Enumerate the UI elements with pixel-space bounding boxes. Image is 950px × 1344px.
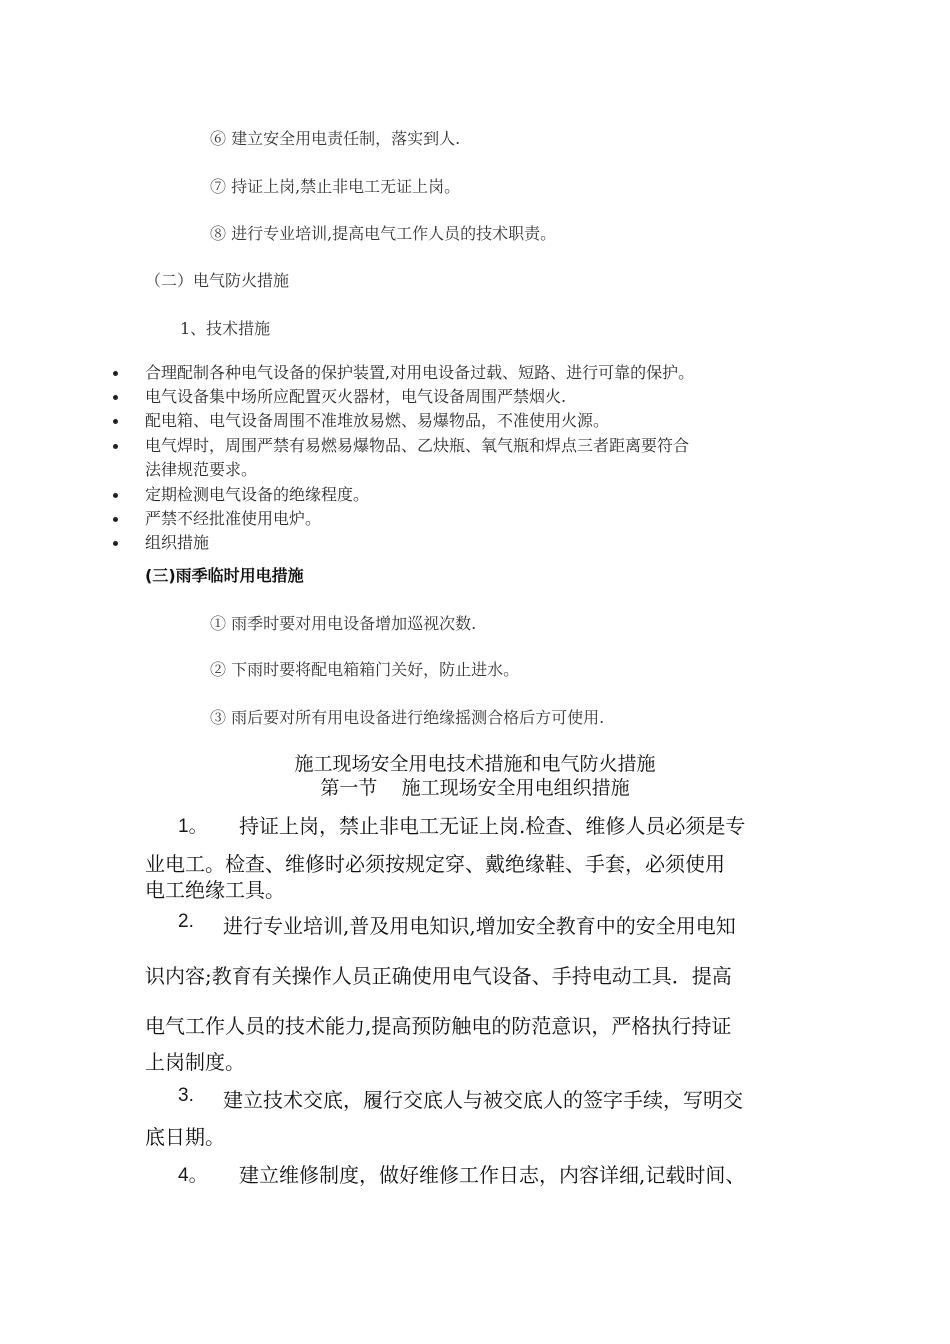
numbered-item: ① 雨季时要对用电设备增加巡视次数. [210, 614, 477, 633]
paragraph-line: 业电工。检查、维修时必须按规定穿、戴绝缘鞋、手套，必须使用 [145, 852, 725, 876]
list-item: 配电箱、电气设备周围不准堆放易燃、易爆物品，不准使用火源。 [145, 411, 610, 430]
subsection-heading: 1、技术措施 [180, 319, 271, 338]
list-item: 电气设备集中场所应配置灭火器材，电气设备周围严禁烟火. [145, 387, 567, 406]
bullet-dot [113, 493, 118, 498]
bullet-dot [113, 541, 118, 546]
document-title: 施工现场安全用电技术措施和电气防火措施 [294, 753, 656, 775]
paragraph-line: 持证上岗，禁止非电工无证上岗.检查、维修人员必须是专 [239, 814, 746, 838]
bullet-dot [113, 371, 118, 376]
numbered-item: ② 下雨时要将配电箱箱门关好，防止进水。 [210, 660, 520, 679]
paragraph-line: 电工绝缘工具。 [145, 878, 285, 902]
numbered-item: ⑥ 建立安全用电责任制，落实到人. [210, 129, 461, 148]
list-item: 严禁不经批准使用电炉。 [145, 509, 322, 528]
numbered-item: ⑦ 持证上岗,禁止非电工无证上岗。 [210, 177, 461, 196]
section-title: 第一节 施工现场安全用电组织措施 [320, 777, 630, 799]
bullet-dot [113, 517, 118, 522]
paragraph-line: 上岗制度。 [145, 1050, 245, 1074]
list-item: 电气焊时，周围严禁有易燃易爆物品、乙炔瓶、氧气瓶和焊点三者距离要符合 [145, 436, 690, 455]
paragraph-line: 建立维修制度，做好维修工作日志，内容详细,记载时间、 [239, 1163, 746, 1187]
paragraph-number: 3. [178, 1085, 194, 1106]
paragraph-number: 4。 [178, 1165, 208, 1186]
paragraph-line: 建立技术交底，履行交底人与被交底人的签字手续，写明交 [223, 1088, 743, 1112]
paragraph-number: 1。 [178, 816, 208, 837]
numbered-item: ⑧ 进行专业培训,提高电气工作人员的技术职责。 [210, 224, 557, 243]
bullet-dot [113, 419, 118, 424]
list-item: 组织措施 [145, 533, 210, 552]
paragraph-line: 底日期。 [145, 1125, 225, 1149]
bullet-dot [113, 395, 118, 400]
paragraph-number: 2. [178, 911, 194, 932]
paragraph-line: 进行专业培训,普及用电知识,增加安全教育中的安全用电知 [223, 914, 736, 938]
list-item: 定期检测电气设备的绝缘程度。 [145, 485, 370, 504]
section-heading: （二）电气防火措施 [145, 271, 290, 290]
list-item-continuation: 法律规范要求。 [145, 460, 258, 479]
paragraph-line: 电气工作人员的技术能力,提高预防触电的防范意识，严格执行持证 [145, 1014, 732, 1038]
paragraph-line: 识内容;教育有关操作人员正确使用电气设备、手持电动工具．提高 [145, 964, 732, 988]
section-heading-bold: (三)雨季临时用电措施 [145, 566, 304, 585]
bullet-dot [113, 444, 118, 449]
numbered-item: ③ 雨后要对所有用电设备进行绝缘摇测合格后方可使用. [210, 708, 605, 727]
list-item: 合理配制各种电气设备的保护装置,对用电设备过载、短路、进行可靠的保护。 [145, 363, 695, 382]
